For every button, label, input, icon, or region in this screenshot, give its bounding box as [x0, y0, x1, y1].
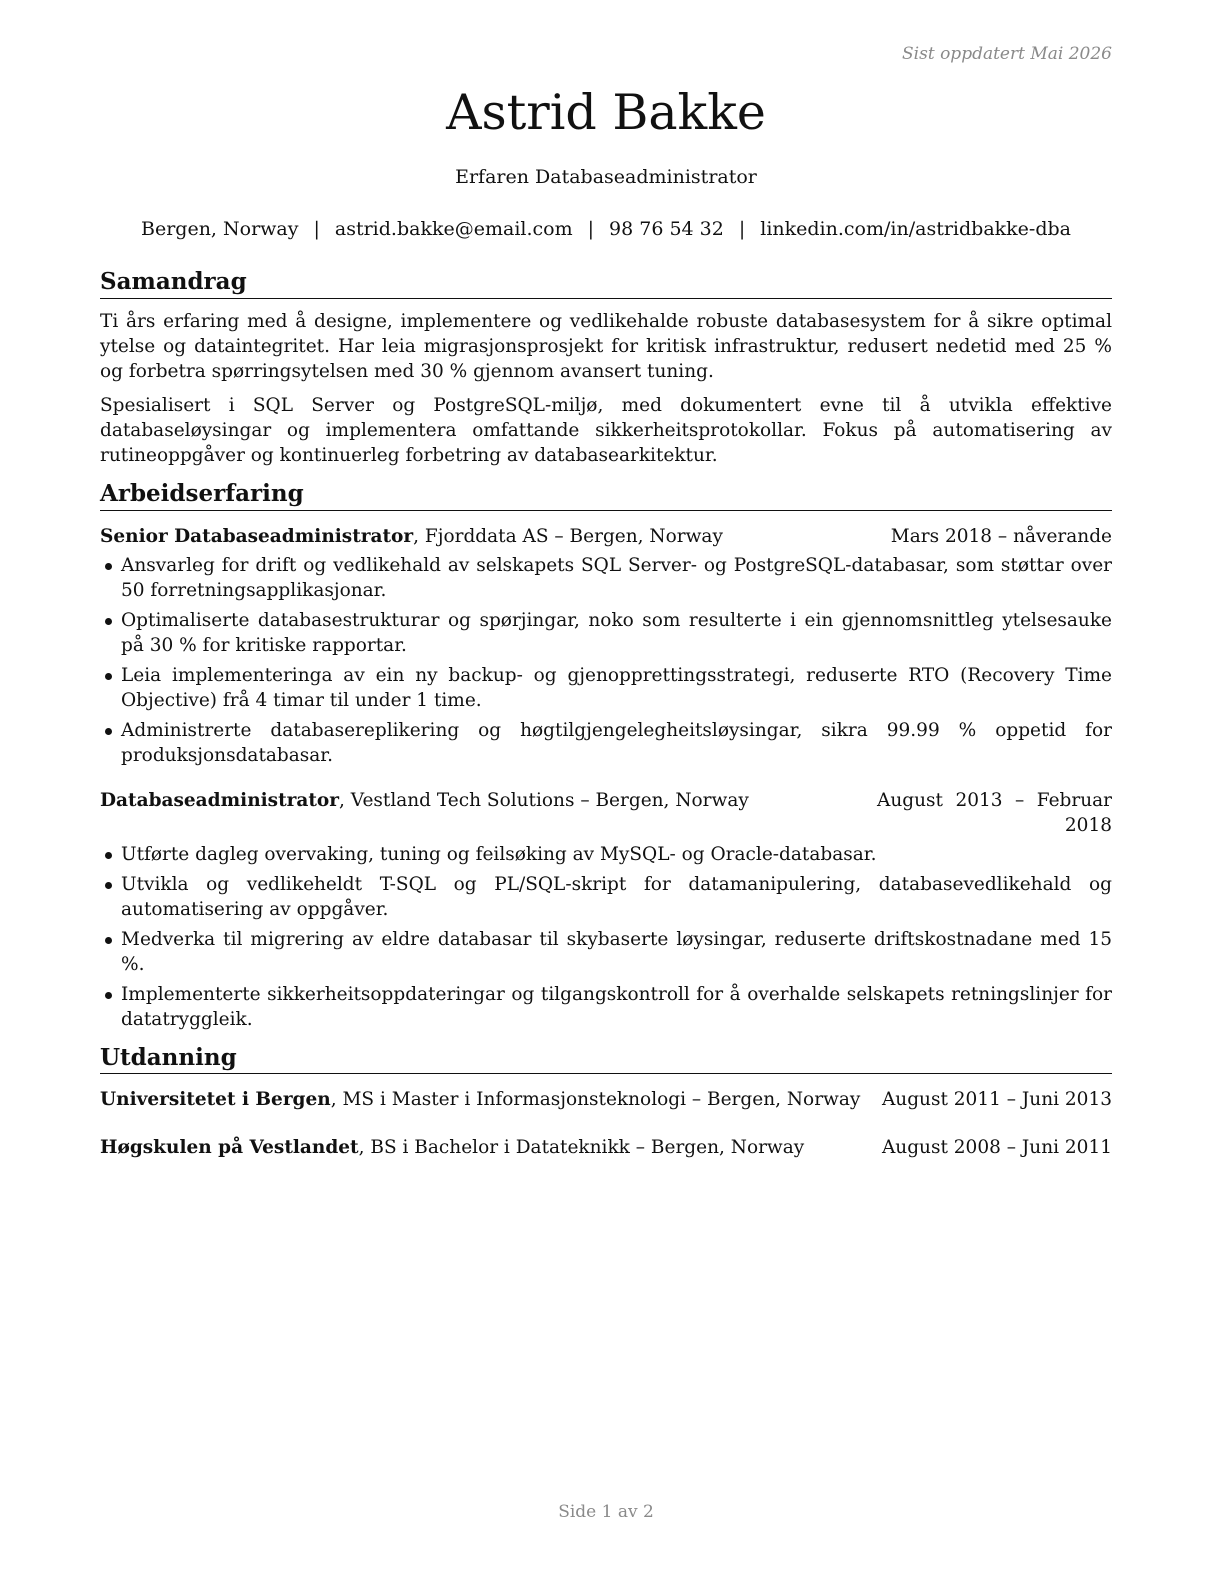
list-item: Implementerte sikkerheitsoppdateringar og tilgangskontroll for å overhalde selskapets retningslinjer for datatryggleik. — [100, 982, 1112, 1032]
job-bullets — [100, 842, 1112, 1032]
education-school: Universitetet i Bergen — [100, 1089, 331, 1111]
list-item: Administrerte databasereplikering og høgtilgjengelegheitsløysingar, sikra 99.99 % oppetid for produksjonsdatabasar. — [100, 718, 1112, 768]
job-dates: August 2013 – Februar 2018 — [877, 789, 1112, 836]
job-entry — [100, 788, 1112, 1032]
job-header — [100, 788, 1112, 838]
list-item: Optimaliserte databasestrukturar og spørjingar, noko som resulterte i ein gjennomsnittleg ytelsesauke på 30 % for kritiske rapportar. — [100, 608, 1112, 658]
resume-page — [100, 0, 1112, 1584]
job-dates: Mars 2018 – nåverande — [890, 525, 1112, 547]
job-role: Databaseadministrator — [100, 789, 340, 811]
education-title-line — [100, 1135, 862, 1160]
education-title-line — [100, 1087, 862, 1112]
job-entry — [100, 524, 1112, 768]
candidate-headline: Erfaren Databaseadministrator — [455, 166, 757, 188]
experience-section — [100, 480, 1112, 1032]
job-company: , Vestland Tech Solutions – Bergen, Norway — [339, 789, 749, 811]
contact-separator: | — [587, 218, 595, 240]
contact-line — [100, 218, 1112, 240]
education-dates: August 2011 – Juni 2013 — [881, 1089, 1112, 1111]
job-title-line — [100, 788, 877, 838]
summary-section — [100, 268, 1112, 468]
list-item: Utførte dagleg overvaking, tuning og feilsøking av MySQL- og Oracle-databasar. — [100, 842, 1112, 867]
contact-phone: 98 76 54 32 — [609, 218, 724, 240]
section-title-summary: Samandrag — [100, 268, 1112, 299]
education-section — [100, 1044, 1112, 1161]
last-updated-note: Sist oppdatert Mai 2026 — [902, 44, 1112, 64]
education-entry — [100, 1135, 1112, 1160]
job-header — [100, 524, 1112, 549]
contact-email[interactable]: astrid.bakke@email.com — [334, 218, 573, 240]
education-school: Høgskulen på Vestlandet — [100, 1137, 359, 1159]
contact-separator: | — [738, 218, 746, 240]
list-item: Ansvarleg for drift og vedlikehald av selskapets SQL Server- og PostgreSQL-databasar, som støttar over 50 forretningsapplikasjonar. — [100, 553, 1112, 603]
section-title-education: Utdanning — [100, 1044, 1112, 1075]
job-title-line — [100, 524, 871, 549]
education-dates: August 2008 – Juni 2011 — [881, 1137, 1112, 1159]
list-item: Utvikla og vedlikeheldt T-SQL og PL/SQL-skript for datamanipulering, databasevedlikehald og automatisering av oppgåver. — [100, 872, 1112, 922]
contact-location: Bergen, Norway — [141, 218, 299, 240]
candidate-name: Astrid Bakke — [446, 84, 766, 141]
education-degree: , BS i Bachelor i Datateknikk – Bergen, Norway — [358, 1137, 805, 1159]
job-company: , Fjorddata AS – Bergen, Norway — [413, 525, 723, 547]
job-bullets — [100, 553, 1112, 768]
education-entry — [100, 1087, 1112, 1112]
contact-linkedin[interactable]: linkedin.com/in/astridbakke-dba — [760, 218, 1071, 240]
section-title-experience: Arbeidserfaring — [100, 480, 1112, 511]
education-degree: , MS i Master i Informasjonsteknologi – Bergen, Norway — [330, 1089, 861, 1111]
resume-content — [100, 268, 1112, 1172]
list-item: Leia implementeringa av ein ny backup- og gjenopprettingsstrategi, reduserte RTO (Recovery Time Objective) frå 4 timar til under 1 time. — [100, 663, 1112, 713]
page-number: Side 1 av 2 — [558, 1502, 654, 1522]
job-role: Senior Databaseadministrator — [100, 525, 414, 547]
list-item: Medverka til migrering av eldre databasar til skybaserte løysingar, reduserte driftskostnadane med 15 %. — [100, 927, 1112, 977]
contact-separator: | — [313, 218, 320, 240]
summary-paragraph: Ti års erfaring med å designe, implementere og vedlikehalde robuste databasesystem for å sikre optimal ytelse og dataintegritet. Har leia migrasjonsprosjekt for kritisk infrastruktur, redusert nedetid med 25 % og forbetra spørringsytelsen med 30 % gjennom avansert tuning. — [100, 310, 1112, 382]
summary-paragraph: Spesialisert i SQL Server og PostgreSQL-miljø, med dokumentert evne til å utvikla effektive databaseløysingar og implementera omfattande sikkerheitsprotokollar. Fokus på automatisering av rutineoppgåver og kontinuerleg forbetring av databasearkitektur. — [100, 394, 1112, 466]
